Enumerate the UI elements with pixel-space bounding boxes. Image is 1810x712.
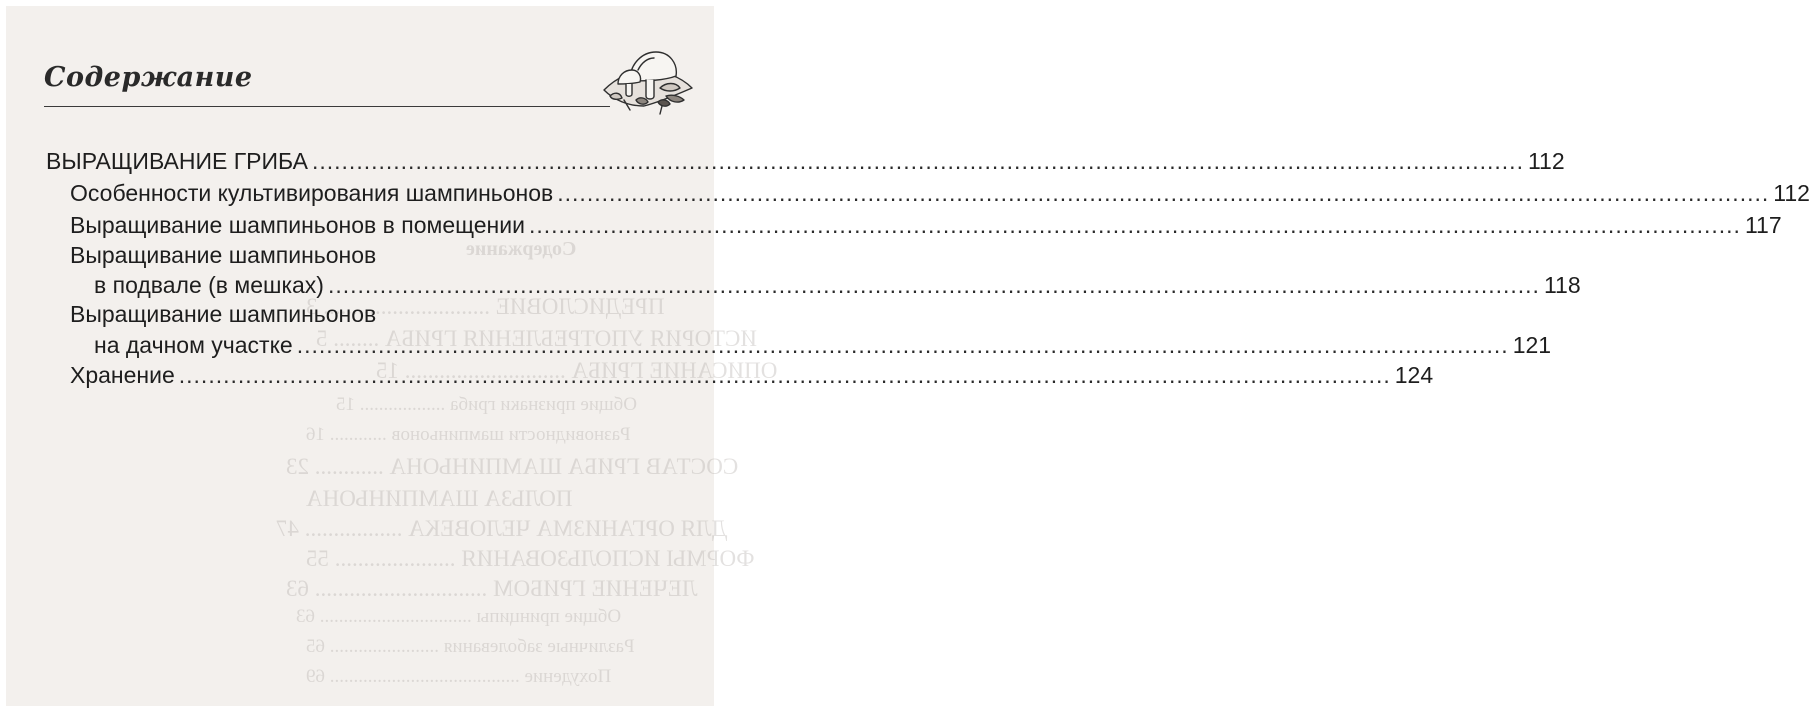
toc-entry-growing-indoors bbox=[70, 211, 1782, 239]
table-of-contents bbox=[6, 6, 1810, 706]
toc-entry-page: 112 bbox=[1527, 148, 1565, 174]
toc-entry-page: 121 bbox=[1512, 332, 1552, 358]
dot-leader bbox=[529, 211, 1741, 239]
toc-entry-title: в подвале (в мешках) bbox=[94, 272, 324, 298]
toc-entry-title: Выращивание шампиньонов в помещении bbox=[70, 212, 525, 238]
book-page bbox=[6, 6, 1810, 706]
toc-entry-page: 118 bbox=[1543, 272, 1581, 298]
toc-entry-title: Особенности культивирования шампиньонов bbox=[70, 180, 554, 206]
toc-entry-growing-garden-line1 bbox=[70, 300, 674, 328]
toc-entry-page: 124 bbox=[1394, 362, 1434, 388]
toc-entry-growing-basement-line2 bbox=[94, 271, 1581, 299]
bleed-through-text: Содержание ПРЕДИСЛОВИЕ ............................. 3 ИСТОРИЯ УПОТРЕБЛЕНИЯ ГРИБА ........ 5 ОПИСАНИЕ ГРИБА ............................ 15 Общие признаки гриба .................. 15 Разновидности шампиньонов ............ 16 СОСТАВ ГРИБА ШАМПИНЬОНА ............ 23 ПОЛЬЗА ШАМПИНЬОНА ДЛЯ ОРГАНИЗМА ЧЕЛОВЕКА ................. 47 ФОРМЫ ИСПОЛЬЗОВАНИЯ ..................... 55 ЛЕЧЕНИЕ ГРИБОМ .............................. 63 Общие принципы ................................ 63 Различные заболевания ....................... 65 Похудение ........................................ 69 bbox=[276, 238, 778, 687]
dot-leader bbox=[312, 147, 1524, 175]
dot-leader bbox=[297, 331, 1509, 359]
toc-entry-page: 112 bbox=[1773, 180, 1810, 206]
dot-leader bbox=[557, 179, 1769, 207]
toc-entry-cultivation-features bbox=[70, 179, 1810, 207]
toc-entry-title: Хранение bbox=[70, 362, 175, 388]
toc-entry-page: 117 bbox=[1744, 212, 1782, 238]
toc-entry-title: Выращивание шампиньонов bbox=[70, 242, 377, 268]
dot-leader bbox=[328, 271, 1540, 299]
toc-entry-title: ВЫРАЩИВАНИЕ ГРИБА bbox=[46, 148, 308, 174]
dot-leader bbox=[179, 361, 1391, 389]
toc-entry-growing-mushroom bbox=[46, 147, 1565, 175]
toc-entry-title: Выращивание шампиньонов bbox=[70, 301, 377, 327]
page-title: Содержание bbox=[44, 62, 253, 93]
toc-entry-growing-basement-line1 bbox=[70, 241, 674, 269]
toc-entry-storage bbox=[70, 361, 1434, 389]
toc-entry-growing-garden-line2 bbox=[94, 331, 1552, 359]
toc-entry-title: на дачном участке bbox=[94, 332, 293, 358]
